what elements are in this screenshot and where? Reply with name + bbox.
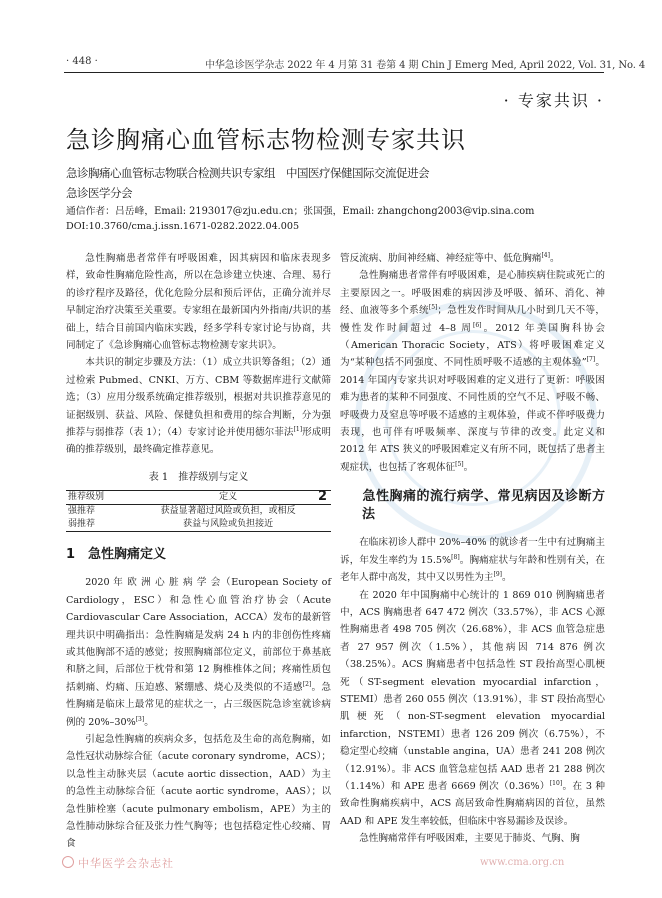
table-header-cell: 推荐级别 bbox=[68, 492, 105, 503]
citation[interactable]: [7] bbox=[586, 356, 596, 364]
authors bbox=[66, 163, 606, 203]
table-cell: 强推荐 bbox=[68, 506, 96, 517]
table-cell: 弱推荐 bbox=[68, 519, 96, 530]
table-row bbox=[66, 518, 331, 532]
table-row bbox=[66, 505, 331, 519]
section-tag: · 专家共识 · bbox=[503, 91, 604, 110]
paragraph: 2020 年 欧 洲 心 脏 病 学 会（European Society of Cardiology，ESC）和急性心血管治疗协会（Acute Cardiovascular Care Association，ACCA）发布的最新管理共识中明确指出：急性胸痛是发病 24 h 内的非创伤性疼痛或其他胸部不适的感觉；按照胸痛部位定义，前部位于鼻基底和脐之间，后部位于枕骨和第 12 胸椎椎体之间；疼痛性质包括刺痛、灼痛、压迫感、紧绷感、烧心及类似的不适感[2]。急性胸痛是临床上最常见的症状之一，占三级医院急诊室就诊病例的 20%–30%[3]。 bbox=[66, 577, 332, 728]
publisher-logo: 中华医学会杂志社 bbox=[62, 855, 174, 871]
paragraph: 急性胸痛常伴有呼吸困难，主要见于肺炎、气胸、胸 bbox=[359, 833, 580, 845]
correspondence: 通信作者：吕岳峰，Email: 2193017@zju.edu.cn；张国强，Email: zhangchong2003@vip.sina.com bbox=[66, 206, 535, 217]
table-cell: 获益显著超过风险或负担，或相反 bbox=[160, 506, 296, 517]
table-header-row bbox=[66, 491, 331, 505]
section-heading-1: 1 急性胸痛定义 bbox=[66, 547, 167, 563]
table-header-cell: 定义 bbox=[219, 492, 238, 503]
journal-header: 中华急诊医学杂志 2022 年 4 月第 31 卷第 4 期 Chin J Emerg Med, April 2022, Vol. 31, No. 4 bbox=[205, 60, 646, 71]
right-column bbox=[318, 250, 606, 848]
section-heading-2: 2 急性胸痛的流行病学、常见病因及诊断方法 bbox=[318, 489, 605, 523]
citation[interactable]: [5] bbox=[428, 304, 438, 312]
citation[interactable]: [2] bbox=[302, 680, 312, 688]
article-title: 急诊胸痛心血管标志物检测专家共识 bbox=[66, 126, 466, 154]
citation[interactable]: [9] bbox=[493, 570, 502, 578]
seal-icon bbox=[62, 856, 74, 868]
citation[interactable]: [3] bbox=[135, 715, 145, 723]
paragraph: 在临床初诊人群中 20%–40% 的就诊者一生中有过胸痛主诉，年发生率约为 15.5%[8]。胸痛症状与年龄和性别有关，在老年人群中高发，其中又以男性为主[9]。 bbox=[340, 537, 606, 584]
paragraph: 引起急性胸痛的疾病众多，包括危及生命的高危胸痛，如急性冠状动脉综合征（acute coronary syndrome，ACS）；以急性主动脉夹层（acute aortic dissection，AAD）为主的急性主动脉综合征（acute aortic syndrome，AAS）；以急性肺栓塞（acute pulmonary embolism，APE）为主的急性肺动脉综合征及张力性气胸等；也包括稳定性心绞痛、胃食 bbox=[66, 733, 331, 850]
citation[interactable]: [1] bbox=[293, 425, 303, 433]
paragraph: 急性胸痛患者常伴有呼吸困难，是心肺疾病住院或死亡的主要原因之一。呼吸困难的病因涉及呼吸、循环、消化、神经、血液等多个系统[5]；急性发作时间从几小时到几天不等，慢性发作时间超过 4–8 周[6]。2012 年美国胸科协会（American Thoracic Society，ATS）将呼吸困难定义为“某种包括不同强度、不同性质呼吸不适感的主观体验”[7]。2014 年国内专家共识对呼吸困难的定义进行了更新：呼吸困难为患者的某种不同强度、不同性质的空气不足、呼吸不畅、呼吸费力及窒息等呼吸不适感的主观体验，伴或不伴呼吸费力表现，也可伴有呼吸频率、深度与节律的改变。此定义和 2012 年 ATS 狭义的呼吸困难定义有所不同，既包括了患者主观症状，也包括了客观体征[5]。 bbox=[340, 270, 606, 473]
citation[interactable]: [8] bbox=[451, 553, 460, 561]
table-cell: 获益与风险或负担接近 bbox=[183, 519, 274, 530]
paragraph: 急性胸痛患者常伴有呼吸困难，因其病因和临床表现多样，致命性胸痛危险性高，所以在急诊建立快速、合理、易行的诊疗程序及路径，优化危险分层和预后评估，正确分流并尽早制定治疗决策至关重要。专家组在最新国内外指南/共识的基础上，结合目前国内临床实践，经多学科专家讨论与协商，共同制定了《急诊胸痛心血管标志物检测专家共识》。 bbox=[66, 253, 331, 352]
paragraph: 管反流病、肋间神经痛、神经症等中、低危胸痛[4]。 bbox=[340, 251, 560, 264]
publisher-url[interactable]: www.cma.org.cn bbox=[480, 857, 565, 868]
citation[interactable]: [6] bbox=[473, 321, 482, 329]
paragraph: 本共识的制定步骤及方法：（1）成立共识筹备组；（2）通过检索 Pubmed、CNKI、万方、CBM 等数据库进行文献筛选；（3）应用分级系统确定推荐级别，根据对共识推荐意见的证据级别、获益、风险、保健负担和费用的综合判断，分为强推荐与弱推荐（表 1）；（4）专家讨论并使用德尔菲法[1]形成明确的推荐级别，最终确定推荐意见。 bbox=[66, 357, 331, 456]
table-title: 表 1 推荐级别与定义 bbox=[148, 471, 249, 483]
page-number: · 448 · bbox=[66, 56, 98, 67]
citation[interactable]: [4] bbox=[541, 251, 550, 259]
doi: DOI:10.3760/cma.j.issn.1671-0282.2022.04.005 bbox=[66, 221, 300, 232]
citation[interactable]: [5] bbox=[455, 460, 464, 468]
header-rule bbox=[64, 72, 604, 73]
left-column bbox=[66, 250, 331, 853]
citation[interactable]: [10] bbox=[549, 779, 563, 787]
paragraph: 在 2020 年中国胸痛中心统计的 1 869 010 例胸痛患者中，ACS 胸痛患者 647 472 例次（33.57%），非 ACS 心源性胸痛患者 498 705 例次（26.68%），非 ACS 血管急症患者 27 957 例次（1.5%），其他病因 714 876 例次（38.25%）。ACS 胸痛患者中包括急性 ST 段抬高型心肌梗死（ST-segment elevation myocardial infarction，STEMI）患者 260 055 例次（13.91%），非 ST 段抬高型心肌梗死（non-ST-segment elevation myocardial infarction，NSTEMI）患者 126 209 例次（6.75%），不稳定型心绞痛（unstable angina，UA）患者 241 208 例次（12.91%）。非 ACS 血管急症包括 AAD 患者 21 288 例次（1.14%）和 APE 患者 6669 例次（0.36%）[10]。在 3 种致命性胸痛疾病中，ACS 高居致命性胸痛病因的首位，虽然 AAD 和 APE 发生率较低，但临床中容易漏诊及误诊。 bbox=[340, 589, 605, 827]
authors-line-2: 急诊医学分会 bbox=[66, 186, 132, 200]
recommendation-table bbox=[66, 490, 331, 532]
authors-line-1: 急诊胸痛心血管标志物联合检测共识专家组 中国医疗保健国际交流促进会 bbox=[66, 166, 429, 180]
table-1 bbox=[66, 469, 331, 532]
